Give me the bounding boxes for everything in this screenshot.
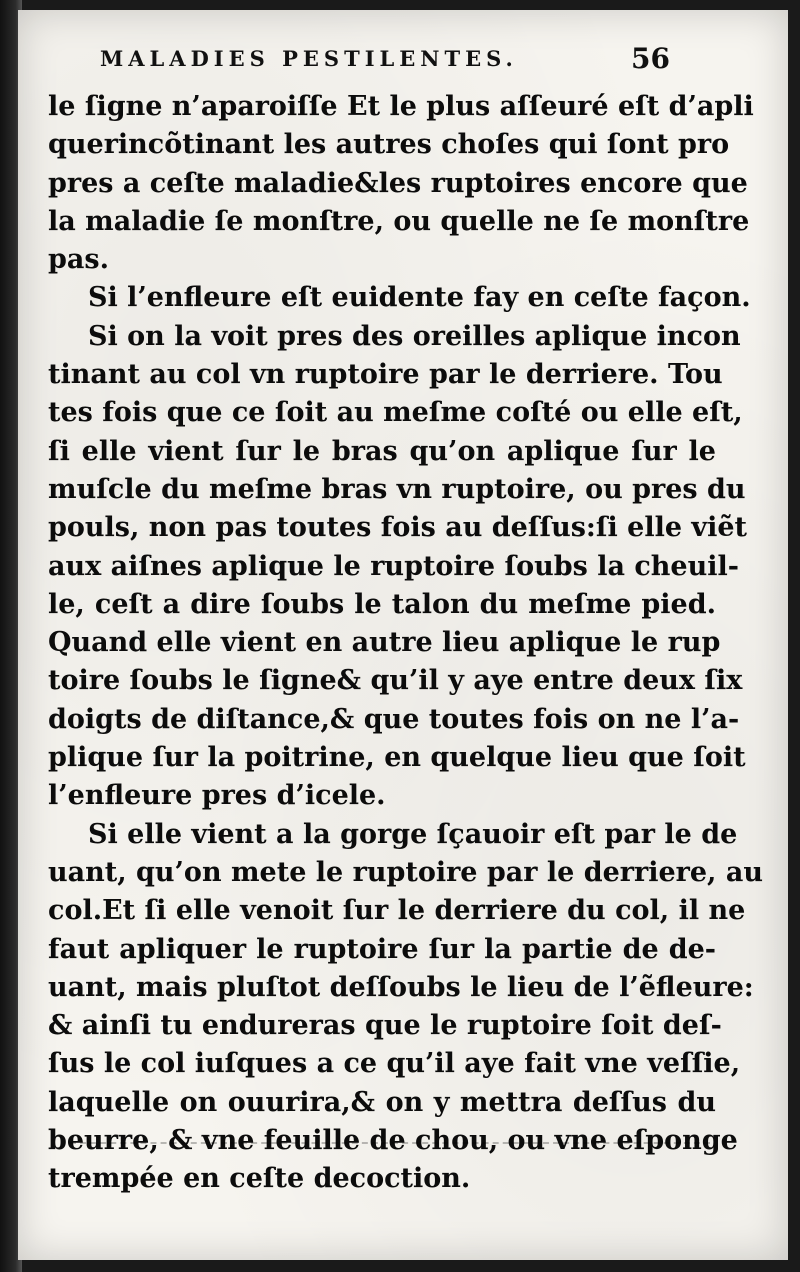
text-line: laquelle on ouurira,& on y mettra deſſus du: [48, 1086, 716, 1118]
text-line: le ſigne n’aparoiſſe Et le plus aſſeuré eſt d’apli: [48, 91, 754, 122]
text-line: pouls, non pas toutes fois au deſſus:ſi elle viẽt: [48, 512, 748, 544]
text-line: uant, mais pluſtot deſſoubs le lieu de l’ẽfleure:: [48, 971, 754, 1003]
text-line: la maladie ſe monſtre, ou quelle ne ſe monſtre: [48, 205, 750, 237]
text-line: uant, qu’on mete le ruptoire par le derriere, au: [48, 856, 763, 888]
text-line: Si elle vient a la gorge ſçauoir eſt par le de: [88, 818, 738, 850]
text-line: doigts de diſtance,& que toutes fois on ne l’a-: [48, 703, 740, 735]
text-line: col.Et ſi elle venoit ſur le derriere du col, il ne: [48, 895, 746, 927]
text-line: le, ceſt a dire ſoubs le talon du meſme pied.: [48, 588, 716, 620]
text-line: Quand elle vient en autre lieu aplique le rup: [48, 627, 721, 659]
text-line: l’enfleure pres d’icele.: [48, 780, 386, 812]
text-line: plique ſur la poitrine, en quelque lieu que ſoit: [48, 742, 746, 774]
text-line: ſi elle vient ſur le bras qu’on aplique ſur le: [48, 435, 716, 467]
text-line: beurre, & vne feuille de chou, ou vne eſponge: [48, 1125, 738, 1157]
bottom-rule: [70, 1142, 710, 1144]
text-line: querincõtinant les autres choſes qui ſont pro: [48, 129, 730, 161]
running-head: MALADIES PESTILENTES.: [100, 46, 518, 71]
text-line: aux aiſnes aplique le ruptoire ſoubs la cheuil-: [48, 550, 739, 582]
text-line: tinant au col vn ruptoire par le derriere. Tou: [48, 359, 723, 391]
text-line: faut apliquer le ruptoire ſur la partie de de-: [48, 933, 716, 965]
text-line: Si on la voit pres des oreilles aplique incon: [88, 320, 741, 352]
text-line: Si l’enfleure eſt euidente fay en ceſte façon.: [88, 282, 751, 314]
text-line: pres a ceſte maladie&les ruptoires encore que: [48, 167, 748, 199]
text-line: toire ſoubs le ſigne& qu’il y aye entre deux ſix: [48, 665, 743, 697]
text-line: tes fois que ce ſoit au meſme coſté ou elle eſt,: [48, 397, 743, 429]
body-text: [48, 88, 763, 1199]
page-number: 56: [631, 42, 670, 75]
text-line: & ainſi tu endureras que le ruptoire ſoit deſ-: [48, 1010, 722, 1042]
text-line: pas.: [48, 244, 109, 276]
text-line: ſus le col iuſques a ce qu’il aye fait vne veſſie,: [48, 1048, 741, 1080]
text-line: muſcle du meſme bras vn ruptoire, ou pres du: [48, 473, 746, 505]
page-header: [100, 42, 670, 82]
text-line: trempée en ceſte decoction.: [48, 1163, 471, 1195]
